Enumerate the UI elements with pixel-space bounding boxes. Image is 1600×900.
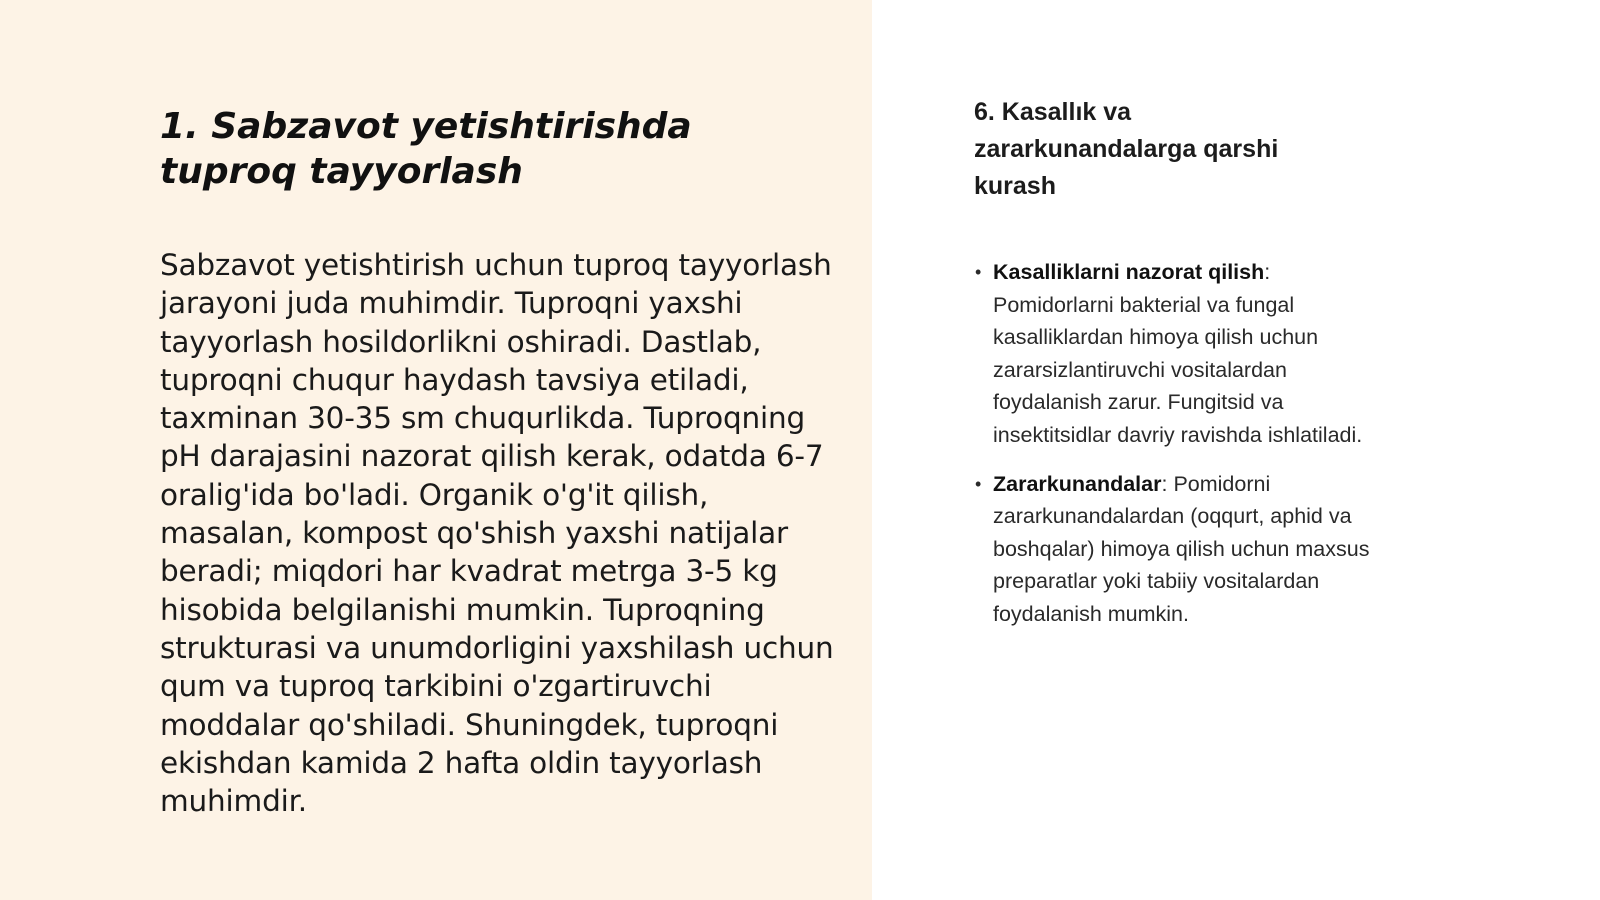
list-item-separator: : bbox=[1264, 260, 1271, 284]
list-item bbox=[974, 256, 1374, 452]
list-item-text: Pomidorni zararkunandalardan (oqqurt, aphid va boshqalar) himoya qilish uchun maxsus preparatlar yoki tabiiy vositalardan foydalanish mumkin. bbox=[993, 471, 1370, 626]
bullet-icon: • bbox=[975, 262, 982, 282]
list-item-text: Pomidorlarni bakterial va fungal kasalliklardan himoya qilish uchun zararsizlantiruvchi vositalardan foydalanish zarur. Fungitsid va insektitsidlar davriy ravishda ishlatiladi. bbox=[993, 292, 1363, 447]
bullet-list bbox=[974, 256, 1374, 647]
list-item bbox=[974, 468, 1374, 631]
section-title: 1. Sabzavot yetishtirishda tuproq tayyorlash bbox=[160, 106, 692, 192]
bullet-icon: • bbox=[975, 473, 982, 494]
list-item-separator: : bbox=[1161, 471, 1168, 496]
section-body-text: Sabzavot yetishtirish uchun tuproq tayyorlash jarayoni juda muhimdir. Tuproqni yaxshi tayyorlash hosildorlikni oshiradi. Dastlab, tuproqni chuqur haydash tavsiya etiladi, taxminan 30-35 sm chuqurlikda. Tuproqning pH darajasini nazorat qilish kerak, odatda 6-7 oralig'ida bo'ladi. Organik o'g'it qilish, masalan, kompost qo'shish yaxshi natijalar beradi; miqdori har kvadrat metrga 3-5 kg hisobida belgilanishi mumkin. Tuproqning strukturasi va unumdorligini yaxshilash uchun qum va tuproq tarkibini o'zgartiruvchi moddalar qo'shiladi. Shuningdek, tuproqni ekishdan kamida 2 hafta oldin tayyorlash muhimdir. bbox=[160, 248, 834, 819]
list-item-term: Kasalliklarni nazorat qilish bbox=[993, 260, 1265, 284]
side-section-title: 6. Kasallık va zararkunandalarga qarshi kurash bbox=[974, 98, 1279, 200]
list-item-term: Zararkunandalar bbox=[993, 471, 1162, 496]
